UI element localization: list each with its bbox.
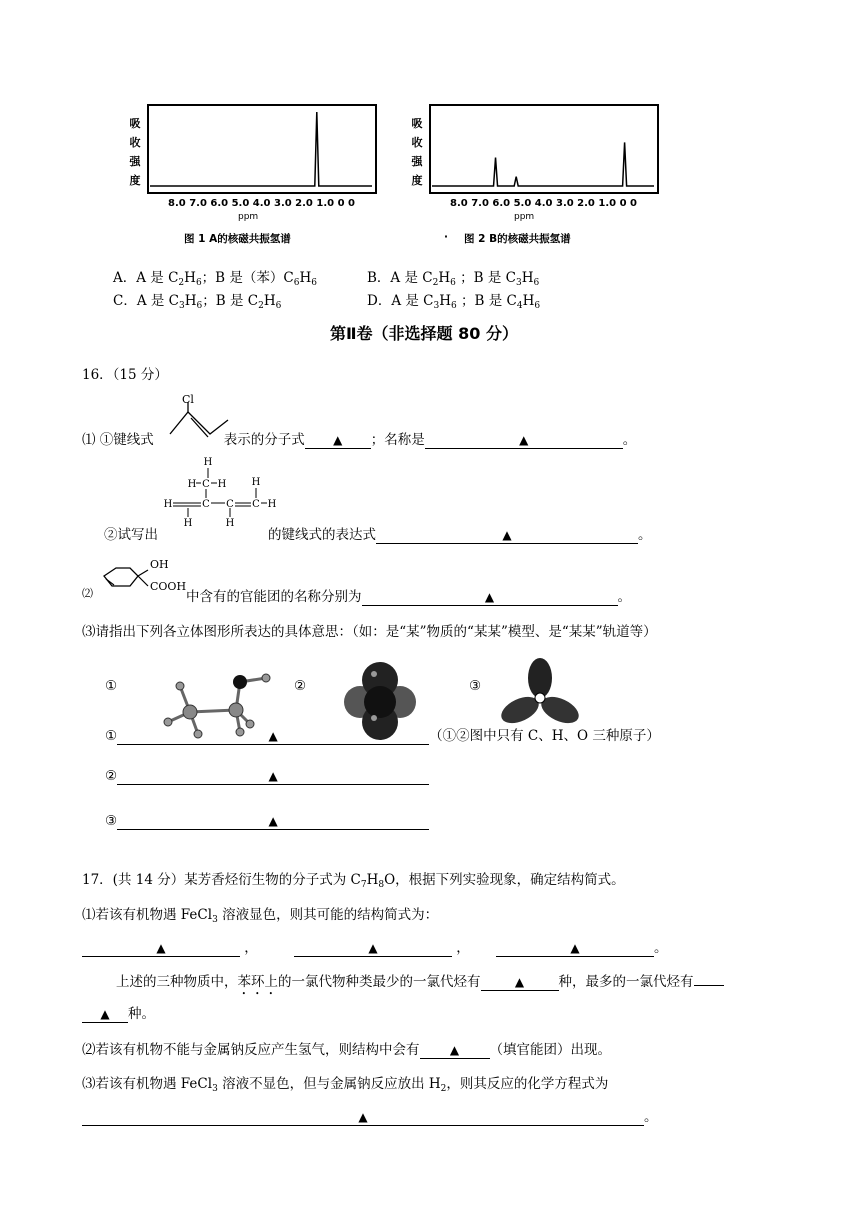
q16-part1-name: ；名称是 <box>370 432 425 448</box>
part2-title: 第Ⅱ卷（非选择题 80 分） <box>330 324 518 343</box>
q16-cl-label: Cl <box>182 393 194 406</box>
q16-part3-line: 中含有的官能团的名称分别为 ▲ 。 <box>186 589 631 605</box>
svg-text:C: C <box>226 499 234 510</box>
q17-part2: ⑵若该有机物不能与金属钠反应产生氢气，则结构中会有 ▲ （填官能团）出现。 <box>82 1042 611 1058</box>
q15-option-a: A．A 是 $C_2H_6$；B 是（苯）$C_6H_6$ <box>113 270 317 288</box>
q17-answer-most[interactable]: ▲ <box>82 1007 128 1023</box>
q16-head: 16．（15 分） <box>82 367 168 383</box>
q16-answer-formula[interactable]: ▲ <box>305 433 371 449</box>
nmr-chart-b <box>402 100 662 250</box>
nmr-trace-a <box>150 112 372 186</box>
q17-answer-most-part[interactable] <box>694 970 724 986</box>
q17-part1c: ▲ 种。 <box>82 1002 155 1023</box>
nmr-xticks-b: 8.0 7.0 6.0 5.0 4.0 3.0 2.0 1.0 0 0 <box>450 198 637 209</box>
q17-part3: ⑶若该有机物遇 FeCl$_3$ 溶液不显色，但与金属钠反应放出 $H_2$，则其反应的化学方程式为 <box>82 1076 609 1094</box>
q16-part2-suffix: 的键线式的表达式 <box>268 527 376 543</box>
q16-part3-text: 中含有的官能团的名称分别为 <box>186 589 362 605</box>
q17-answer-structure-2[interactable]: ▲ <box>294 941 452 957</box>
nmr-trace-b <box>432 142 654 186</box>
skeletal-formula-cyclohexene-acid <box>98 562 156 594</box>
q17-answer-structure-1[interactable]: ▲ <box>82 941 240 957</box>
svg-text:H: H <box>203 457 213 468</box>
nmr-ylabel-b: 吸 收 强 度 <box>411 117 423 187</box>
q16-answer-model-1: ① ▲ （①②图中只有 C、H、O 三种原子） <box>105 728 660 744</box>
q15-option-b: B．A 是 $C_2H_6$ ；B 是 $C_3H_6$ <box>367 270 540 288</box>
nmr-plot-a <box>120 100 380 200</box>
svg-text:C: C <box>202 479 210 490</box>
structural-formula-butadiene <box>160 455 280 533</box>
q16-part2-prefix: ②试写出 <box>104 527 158 543</box>
q17-answer-equation[interactable]: ▲ <box>82 1110 644 1126</box>
nmr-caption-a: 图 1 A的核磁共振氢谱 <box>184 233 291 245</box>
nmr-unit-b: ppm <box>514 212 535 222</box>
nmr-caption-b: 图 2 B的核磁共振氢谱 <box>464 233 571 245</box>
q16-part2-line: ②试写出 的键线式的表达式 ▲ 。 <box>104 527 652 543</box>
q15-option-d: D．A 是 $C_3H_6$ ；B 是 $C_4H_6$ <box>367 293 541 311</box>
q16-answer-model-3-blank[interactable]: ▲ <box>117 814 429 830</box>
nmr-chart-a <box>120 100 380 250</box>
p-orbital-model <box>498 656 582 732</box>
svg-text:H: H <box>187 479 197 490</box>
svg-text:H: H <box>163 499 173 510</box>
q16-cooh-label: COOH <box>150 580 187 593</box>
q17-answer-group[interactable]: ▲ <box>420 1043 490 1059</box>
q17-answer-least[interactable]: ▲ <box>481 975 559 991</box>
q16-part4-text: ⑶请指出下列各立体图形所表达的具体意思：（如：是“某”物质的“某某”模型、是“某某”轨道等） <box>82 624 657 640</box>
q16-prefix-2: ⑵ <box>82 587 93 600</box>
svg-text:H: H <box>225 518 235 529</box>
svg-text:H: H <box>183 518 193 529</box>
svg-text:H: H <box>217 479 227 490</box>
q16-answer-skeletal[interactable]: ▲ <box>376 528 638 544</box>
q16-part1-prefix: ⑴ ①键线式 <box>82 432 154 448</box>
svg-text:C: C <box>252 499 260 510</box>
q16-part1-line: ⑴ ①键线式 表示的分子式 ▲ ；名称是 ▲ 。 <box>82 432 637 448</box>
q17-answer-structure-3[interactable]: ▲ <box>496 941 654 957</box>
nmr-caption-b-mark: · <box>444 231 448 243</box>
q16-part1-mid: 表示的分子式 <box>223 432 305 448</box>
model-label-3: ③ <box>469 678 482 694</box>
q17-part1b: 上述的三种物质中，苯环上的一氯代物种类最少的一氯代烃有 ▲ 种，最多的一氯代烃有 <box>116 970 724 998</box>
q15-option-c: C．A 是 $C_3H_6$；B 是 $C_2H_6$ <box>113 293 282 311</box>
q17-emphasis: 苯环上 <box>237 974 278 990</box>
svg-text:C: C <box>202 499 210 510</box>
q16-answer-model-1-blank[interactable]: ▲ <box>117 729 429 745</box>
q17-head: 17．(共 14 分）某芳香烃衍生物的分子式为 $C_7H_8O$，根据下列实验现象，确定结构简式。 <box>82 872 625 890</box>
q17-answers-structures: ▲ ， ▲ ， ▲ 。 <box>82 936 668 957</box>
nmr-ylabel-a: 吸 收 强 度 <box>129 117 141 187</box>
q16-answer-groups[interactable]: ▲ <box>362 590 618 606</box>
nmr-unit-a: ppm <box>238 212 259 222</box>
q16-answer-model-3: ③ ▲ <box>105 813 429 830</box>
q16-answer-model-2: ② ▲ <box>105 768 429 785</box>
q16-answer-name[interactable]: ▲ <box>425 433 623 449</box>
q16-note: （①②图中只有 C、H、O 三种原子） <box>429 728 660 744</box>
q16-oh-label: OH <box>150 558 169 571</box>
nmr-plot-b <box>402 100 662 200</box>
svg-text:H: H <box>267 499 277 510</box>
q17-part1: ⑴若该有机物遇 FeCl$_3$ 溶液显色，则其可能的结构简式为： <box>82 907 439 925</box>
model-label-2: ② <box>294 678 307 694</box>
q17-answer-equation-line: ▲ 。 <box>82 1105 658 1126</box>
model-label-1: ① <box>105 678 118 694</box>
nmr-xticks-a: 8.0 7.0 6.0 5.0 4.0 3.0 2.0 1.0 0 0 <box>168 198 355 209</box>
q16-answer-model-2-blank[interactable]: ▲ <box>117 769 429 785</box>
svg-text:H: H <box>251 477 261 488</box>
